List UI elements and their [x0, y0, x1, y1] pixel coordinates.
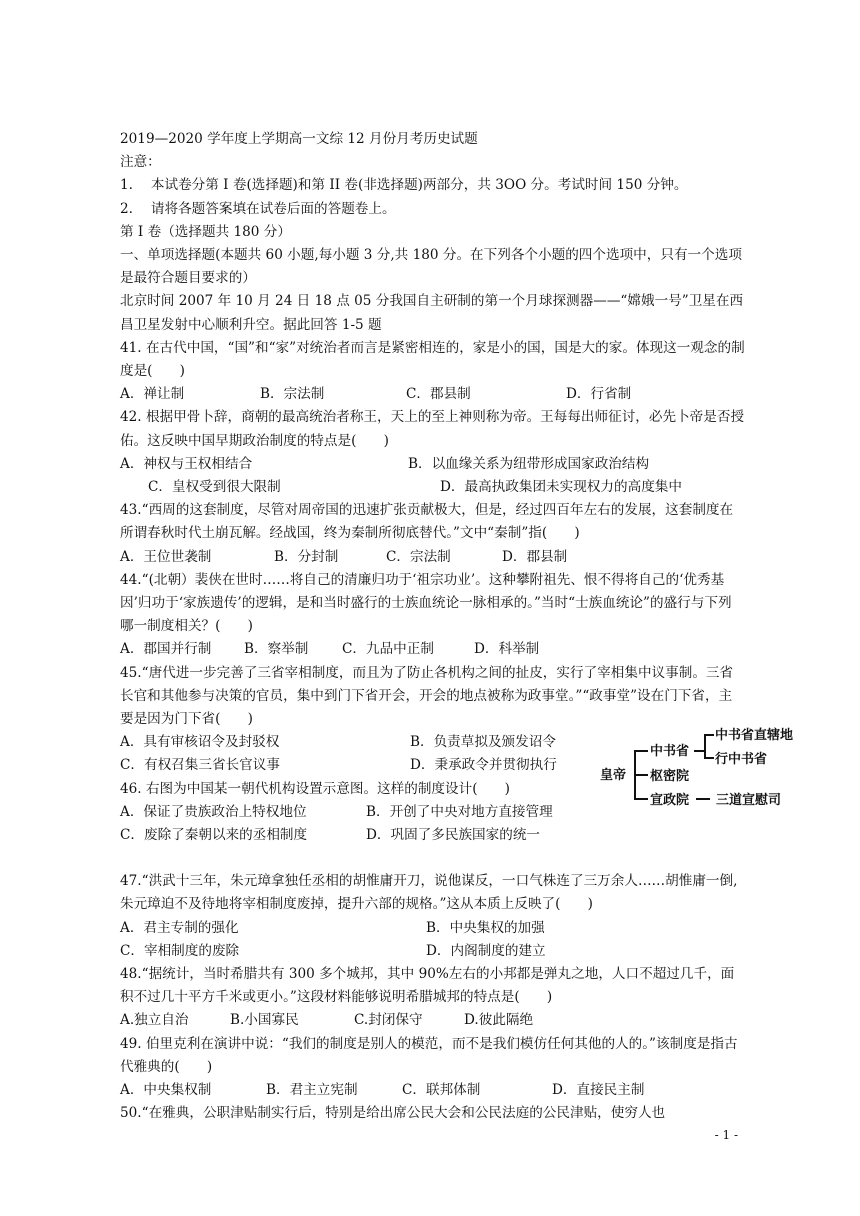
q48-option-b: B.小国寡民 [230, 1012, 299, 1029]
q48-option-a: A.独立自治 [120, 1012, 189, 1029]
q46-option-d: D．巩固了多民族国家的统一 [366, 826, 541, 843]
diagram-xuanzheng: 宣政院 [650, 793, 690, 808]
notice-label: 注意： [120, 154, 161, 171]
diagram-xuanwei: 三道宣慰司 [716, 793, 782, 808]
instruction: 一、单项选择题(本题共 60 小题,每小题 3 分,共 180 分。在下列各个小题的四个选项中，只有一个选项是最符合题目要求的） [120, 246, 742, 287]
q44-option-b: B．察举制 [244, 641, 309, 658]
q49-stem: 49. 伯里克利在演讲中说：“我们的制度是别人的模范，而不是我们模仿任何其他的人的。”该制度是指古代雅典的( ) [120, 1035, 738, 1075]
q42-options-row2 [120, 476, 745, 499]
yuan-institution-diagram [596, 724, 806, 808]
q48-options [120, 1009, 745, 1032]
q41-option-d: D．行省制 [566, 386, 632, 403]
q41-option-c: C．郡县制 [406, 386, 471, 403]
q42-stem: 42. 根据甲骨卜辞，商朝的最高统治者称王，天上的至上神则称为帝。王每每出师征讨，必先卜帝是否授佑。这反映中国早期政治制度的特点是( ) [120, 409, 745, 449]
q43-option-a: A．王位世袭制 [120, 548, 212, 565]
q48-option-c: C.封闭保守 [354, 1012, 423, 1029]
q47-options-row2 [120, 940, 745, 963]
section-heading: 第 I 卷（选择题共 180 分） [120, 223, 291, 240]
q44-option-d: D．科举制 [474, 641, 540, 658]
q46-option-b: B．开创了中央对地方直接管理 [366, 803, 553, 820]
diagram-zhongshu: 中书省 [650, 744, 690, 759]
q45-stem: 45.“唐代进一步完善了三省宰相制度，而且为了防止各机构之间的扯皮，实行了宰相集中议事制。三省长官和其他参与决策的官员，集中到门下省开会，开会的地点被称为政事堂。”“政事堂”设在门下省，主要是因为门下省( ) [120, 664, 734, 727]
page-number: - 1 - [714, 1128, 738, 1142]
q43-options [120, 546, 745, 569]
q49-option-b: B．君主立宪制 [266, 1082, 358, 1099]
diagram-xingzhong: 行中书省 [715, 752, 768, 767]
notice-2: 2. 请将各题答案填在试卷后面的答题卷上。 [120, 200, 396, 217]
q47-option-d: D．内阁制度的建立 [426, 942, 546, 959]
q48-option-d: D.彼此隔绝 [464, 1012, 534, 1029]
q44-options [120, 638, 745, 661]
q46-option-a: A．保证了贵族政治上特权地位 [120, 803, 307, 820]
diagram-shumi: 枢密院 [650, 769, 690, 784]
q45-option-a: A．具有审核诏令及封驳权 [120, 734, 280, 751]
q46-stem: 46. 右图为中国某一朝代机构设置示意图。这样的制度设计( ) [120, 780, 510, 797]
q47-option-b: B．中央集权的加强 [426, 919, 545, 936]
q42-option-b: B．以血缘关系为纽带形成国家政治结构 [408, 455, 650, 472]
q49-option-c: C．联邦体制 [402, 1082, 481, 1099]
q43-option-c: C．宗法制 [386, 548, 451, 565]
notice-1: 1. 本试卷分第 I 卷(选择题)和第 II 卷(非选择题)两部分，共 3OO 分。考试时间 150 分钟。 [120, 177, 688, 194]
q42-option-a: A．神权与王权相结合 [120, 455, 253, 472]
q46-options-row2 [120, 824, 745, 847]
q45-option-d: D．秉承政令并贯彻执行 [410, 757, 557, 774]
intro-text: 北京时间 2007 年 10 月 24 日 18 点 05 分我国自主研制的第一个月球探测器——“嫦娥一号”卫星在西昌卫星发射中心顺利升空。据此回答 1-5 题 [120, 293, 744, 333]
q41-option-b: B．宗法制 [260, 386, 325, 403]
document-body [120, 128, 745, 1125]
q46-option-c: C．废除了秦朝以来的丞相制度 [120, 826, 308, 843]
q45-option-b: B．负责草拟及颁发诏令 [410, 734, 556, 751]
diagram-emperor: 皇帝 [600, 768, 627, 783]
q47-stem: 47.“洪武十三年，朱元璋拿独任丞相的胡惟庸开刀，说他谋反，一口气株连了三万余人……胡惟庸一倒,朱元璋迫不及待地将宰相制度废掉，提升六部的规格。”这从本质上反映了( ) [120, 873, 738, 913]
q45-option-c: C．有权召集三省长官议事 [120, 757, 280, 774]
q48-stem: 48.“据统计，当时希腊共有 300 多个城邦，其中 90%左右的小邦都是弹丸之地，人口不超过几千，面积不过几十平方千米或更小。”这段材料能够说明希腊城邦的特点是( ) [120, 966, 735, 1006]
q42-options-row1 [120, 453, 745, 476]
q47-option-a: A．君主专制的强化 [120, 919, 239, 936]
q41-option-a: A．禅让制 [120, 386, 185, 403]
diagram-zhixia: 中书省直辖地 [715, 728, 794, 743]
q41-stem: 41. 在古代中国，“国”和“家”对统治者而言是紧密相连的，家是小的国，国是大的家。体现这一观念的制度是( ) [120, 339, 745, 379]
q47-options-row1 [120, 917, 745, 940]
q43-option-b: B．分封制 [274, 548, 339, 565]
q41-options [120, 383, 745, 406]
q49-option-d: D．直接民主制 [552, 1082, 645, 1099]
q44-option-a: A．郡国并行制 [120, 641, 212, 658]
q42-option-d: D．最高执政集团未实现权力的高度集中 [440, 478, 682, 495]
q42-option-c: C．皇权受到很大限制 [148, 478, 281, 495]
q43-option-d: D．郡县制 [502, 548, 568, 565]
exam-title: 2019—2020 学年度上学期高一文综 12 月份月考历史试题 [120, 131, 478, 147]
q44-option-c: C．九品中正制 [342, 641, 434, 658]
q49-option-a: A．中央集权制 [120, 1082, 212, 1099]
q47-option-c: C．宰相制度的废除 [120, 942, 240, 959]
q50-stem: 50.“在雅典，公职津贴制实行后，特别是给出席公民大会和公民法庭的公民津贴，使穷人也 [120, 1105, 666, 1122]
q49-options [120, 1079, 745, 1102]
q44-stem: 44.“(北朝）裴侠在世时……将自己的清廉归功于‘祖宗功业’。这种攀附祖先、恨不得将自己的‘优秀基因’归功于‘家族遗传’的逻辑，是和当时盛行的士族血统论一脉相承的。”当时“士族血统论”的盛行与下列哪一制度相关？( ) [120, 571, 732, 635]
q43-stem: 43.“西周的这套制度，尽管对周帝国的迅速扩张贡献极大，但是，经过四百年左右的发展，这套制度在所谓春秋时代土崩瓦解。经战国，终为秦制所彻底替代。”文中“秦制”指( ) [120, 502, 734, 542]
